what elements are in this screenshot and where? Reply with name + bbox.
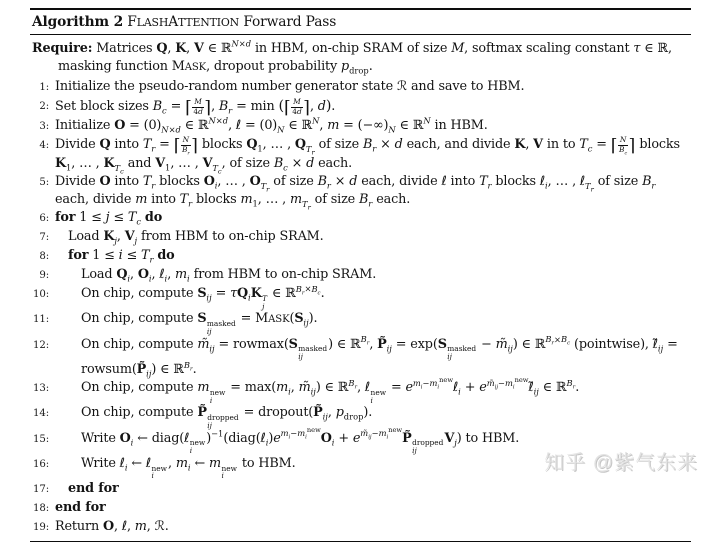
line-number: 16: bbox=[33, 458, 49, 470]
line-number: 12: bbox=[33, 339, 49, 351]
algorithm-line bbox=[30, 375, 691, 405]
line-content: Write $O_i$ ← diag(ℓ new i )$^{-1}(diag(\ell_i)e^{m_i-m_i^{new}}O_i$ + $e^{m̃_{ij}-m_i^{new}}P̃$ dropped ij $V_j$) to HBM. bbox=[81, 426, 520, 456]
line-number: 15: bbox=[33, 433, 49, 445]
line-content: end for bbox=[68, 481, 119, 497]
line-content: On chip, compute m new i = $\max(m_i$, $m̃_{ij}$) ∈ ℝ$^{B_r}$, ℓ new i = $e^{m_i-m_i^{new}}\ell_i$ + $e^{m̃_{ij}-m_i^{new}}\ell̃_{ij}$ ∈ ℝ$^{B_r}$. bbox=[81, 375, 580, 405]
algorithm-line bbox=[30, 117, 691, 136]
algorithm-line bbox=[30, 78, 691, 97]
line-content: On chip, compute $S_{ij} = \tau Q_iK$ T j ∈ ℝ$^{B_r\times B_c}$. bbox=[81, 283, 325, 311]
algorithm-label: Algorithm 2 bbox=[32, 14, 124, 30]
line-number: 4: bbox=[39, 140, 49, 152]
line-content: Load $Q_i$, $O_i$, ℓ$_i$, $m_i$ from HBM to on-chip SRAM. bbox=[81, 267, 377, 284]
require-content: Matrices Q, K, V ∈ ℝ$^{N\times d}$ in HBM, on-chip SRAM of size M, softmax scaling constant τ ∈ ℝ, masking function MASK, dropout probability $p_{drop}$. bbox=[58, 38, 672, 76]
line-number: 2: bbox=[39, 101, 49, 112]
line-number: 6: bbox=[39, 213, 49, 225]
algorithm-line bbox=[30, 480, 691, 499]
line-number: 14: bbox=[33, 408, 49, 420]
line-content: for $1 \le i \le T_r$ do bbox=[68, 248, 175, 265]
line-content: Initialize the pseudo-random number generator state ℛ and save to HBM. bbox=[55, 79, 525, 94]
line-number: 17: bbox=[33, 484, 49, 496]
algorithm-header bbox=[30, 10, 691, 34]
algorithm-line bbox=[30, 499, 691, 518]
line-content: On chip, compute S masked ij = $MASK(S_{ij})$. bbox=[81, 311, 318, 336]
algorithm-line bbox=[30, 518, 691, 537]
line-number: 13: bbox=[33, 383, 49, 395]
require-line bbox=[30, 40, 691, 77]
line-number: 5: bbox=[39, 177, 49, 189]
line-number: 10: bbox=[33, 289, 49, 301]
line-number: 3: bbox=[39, 121, 49, 133]
algorithm-line bbox=[30, 209, 691, 228]
algorithm-line bbox=[30, 266, 691, 285]
line-number: 8: bbox=[39, 251, 49, 263]
algorithm-line bbox=[30, 247, 691, 266]
algorithm-line bbox=[30, 310, 691, 335]
line-content: for $1 \le j \le T_c$ do bbox=[55, 210, 163, 227]
line-number: 11: bbox=[33, 314, 49, 326]
line-number: 7: bbox=[39, 232, 49, 244]
algorithm-line bbox=[30, 173, 691, 212]
line-content: Return O, ℓ, m, ℛ. bbox=[55, 519, 169, 535]
line-number: 19: bbox=[33, 522, 49, 534]
algorithm-line bbox=[30, 135, 691, 176]
require-keyword: Require: bbox=[32, 41, 93, 56]
line-content: Set block sizes $B_c$ = ⌈ $\frac{M}{4d}$ ⌉, $B_r = \min$ (⌈ $\frac{M}{4d}$ ⌉, d). bbox=[55, 97, 336, 119]
line-content: Initialize $O = (0)_{N\times d}$ ∈ ℝ$^{N\times d}$, ℓ = $(0)_N$ ∈ ℝ$^N$, $m = (-\infty)_N$ ∈ ℝ$^N$ in HBM. bbox=[55, 115, 488, 135]
line-number: 1: bbox=[39, 82, 49, 93]
line-number: 9: bbox=[39, 270, 49, 282]
line-content: Write ℓ$_i$ ← ℓ new i , $m_i$ ← m new i to HBM. bbox=[81, 455, 296, 481]
algorithm-line bbox=[30, 336, 691, 379]
algorithm-title: FLASHATTENTION Forward Pass bbox=[123, 14, 337, 30]
line-content: Load $K_j$, $V_j$ from HBM to on-chip SRAM. bbox=[68, 229, 324, 246]
line-content: On chip, compute $m̃_{ij} = rowmax(S$ masked ij ) ∈ ℝ$^{B_r}$, $P̃_{ij} = \exp(S$ masked ij − $m̃_{ij}$) ∈ ℝ$^{B_r\times B_c}$ (pointwise), $\ell̃_{ij}$ = $rowsum(P̃_{ij})$ ∈ ℝ$^{B_r}$. bbox=[81, 334, 678, 379]
algorithm-line bbox=[30, 285, 691, 310]
line-content: end for bbox=[55, 500, 106, 516]
line-content: Divide O into $T_r$ blocks $O_i$, … , $O_{T_r}$ of size $B_r \times d$ each, divide ℓ into $T_r$ blocks ℓ$_i$, … , ℓ$_{T_r}$ of size $B_r$ each, divide m into $T_r$ blocks $m_1$, … , $m_{T_r}$ of size $B_r$ each. bbox=[55, 174, 656, 212]
line-content: On chip, compute P̃ dropped ij = $dropout(P̃_{ij}$, $p_{drop}$). bbox=[81, 405, 373, 430]
algorithm-line bbox=[30, 404, 691, 429]
line-number: 18: bbox=[33, 503, 49, 515]
watermark: 知乎 @紫气东来 bbox=[544, 452, 698, 474]
algorithm-line bbox=[30, 97, 691, 117]
algorithm-line bbox=[30, 228, 691, 247]
line-content: Divide Q into $T_r$ = ⌈ $\frac{N}{B_r}$ ⌉ blocks $Q_1$, … , $Q_{T_r}$ of size $B_r \times d$ each, and divide K, V in to $T_c$ = ⌈ $\frac{N}{B_c}$ ⌉ blocks $K_1$, … , $K_{T_c}$ and $V_1$, … , $V_{T_c}$, of size $B_c \times d$ each. bbox=[55, 135, 680, 176]
